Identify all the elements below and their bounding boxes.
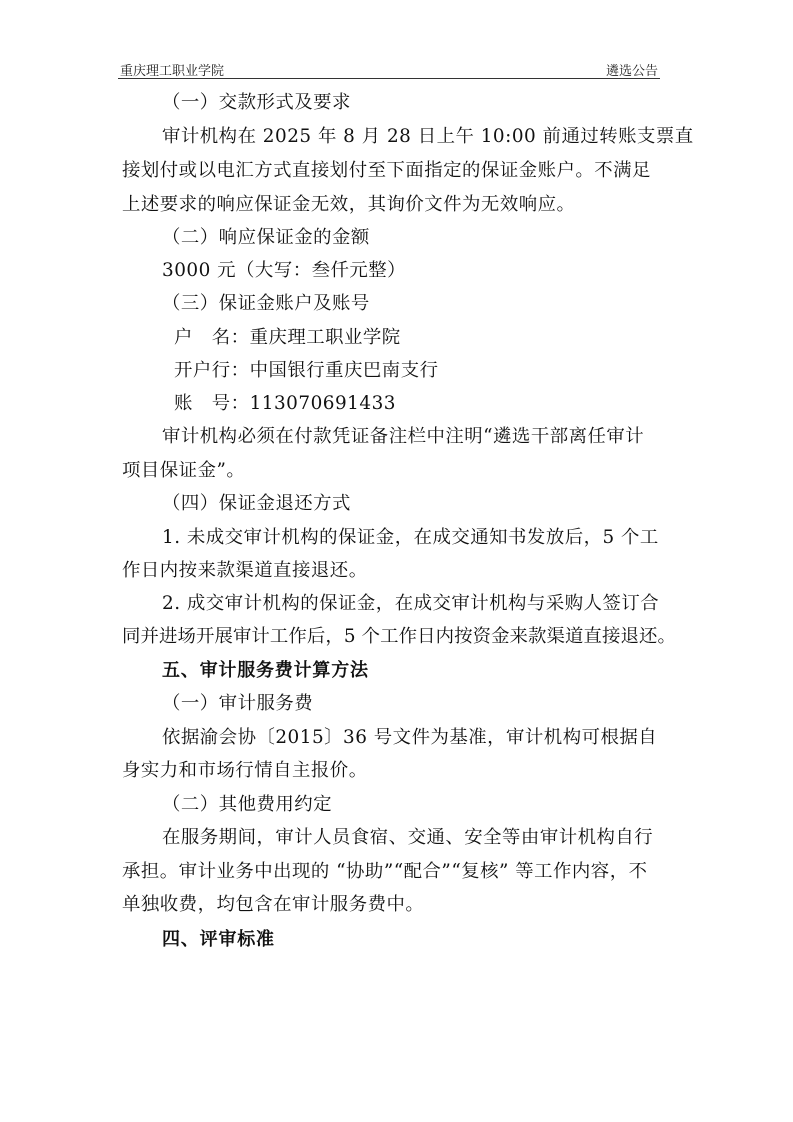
account-bank-line: 开户行：中国银行重庆巴南支行 [174,360,439,381]
subheading-deposit-account: （三）保证金账户及账号 [162,293,370,314]
subheading-other-fees: （二）其他费用约定 [162,794,333,815]
paragraph-line: 作日内按来款渠道直接退还。 [122,560,368,581]
paragraph-line: 身实力和市场行情自主报价。 [122,760,368,781]
section-heading-fee-calculation: 五、审计服务费计算方法 [162,660,369,681]
paragraph-line: 审计机构在 2025 年 8 月 28 日上午 10:00 前通过转账支票直 [162,126,694,147]
section-heading-review-criteria: 四、评审标准 [162,929,275,950]
paragraph-line: 承担。审计业务中出现的 “协助”“配合”“复核” 等工作内容，不 [122,861,648,882]
paragraph-line: 审计机构必须在付款凭证备注栏中注明“遴选干部离任审计 [162,426,645,447]
paragraph-line: 上述要求的响应保证金无效，其询价文件为无效响应。 [122,194,576,215]
paragraph-line: 单独收费，均包含在审计服务费中。 [122,894,425,915]
account-name-line: 户 名：重庆理工职业学院 [174,327,401,348]
paragraph-line: 接划付或以电汇方式直接划付至下面指定的保证金账户。不满足 [122,160,651,181]
subheading-deposit-refund: （四）保证金退还方式 [162,493,351,514]
header-school-name: 重庆理工职业学院 [120,64,225,79]
page-header [118,58,660,78]
subheading-audit-fee: （一）审计服务费 [162,693,314,714]
header-document-title: 遴选公告 [605,64,658,79]
account-number-line: 账 号：113070691433 [174,393,396,414]
paragraph-line: 依据渝会协〔2015〕36 号文件为基准，审计机构可根据自 [162,727,658,748]
header-divider [118,78,660,79]
paragraph-line: 在服务期间，审计人员食宿、交通、安全等由审计机构自行 [162,827,654,848]
paragraph-line: 2. 成交审计机构的保证金，在成交审计机构与采购人签订合 [162,593,660,614]
subheading-payment-form: （一）交款形式及要求 [162,92,351,113]
subheading-deposit-amount: （二）响应保证金的金额 [162,227,370,248]
paragraph-line: 同并进场开展审计工作后，5 个工作日内按资金来款渠道直接退还。 [122,626,676,647]
paragraph-line: 项目保证金”。 [122,460,246,481]
paragraph-line: 1. 未成交审计机构的保证金，在成交通知书发放后，5 个工 [162,527,659,548]
paragraph-line: 3000 元（大写：叁仟元整） [162,260,407,281]
